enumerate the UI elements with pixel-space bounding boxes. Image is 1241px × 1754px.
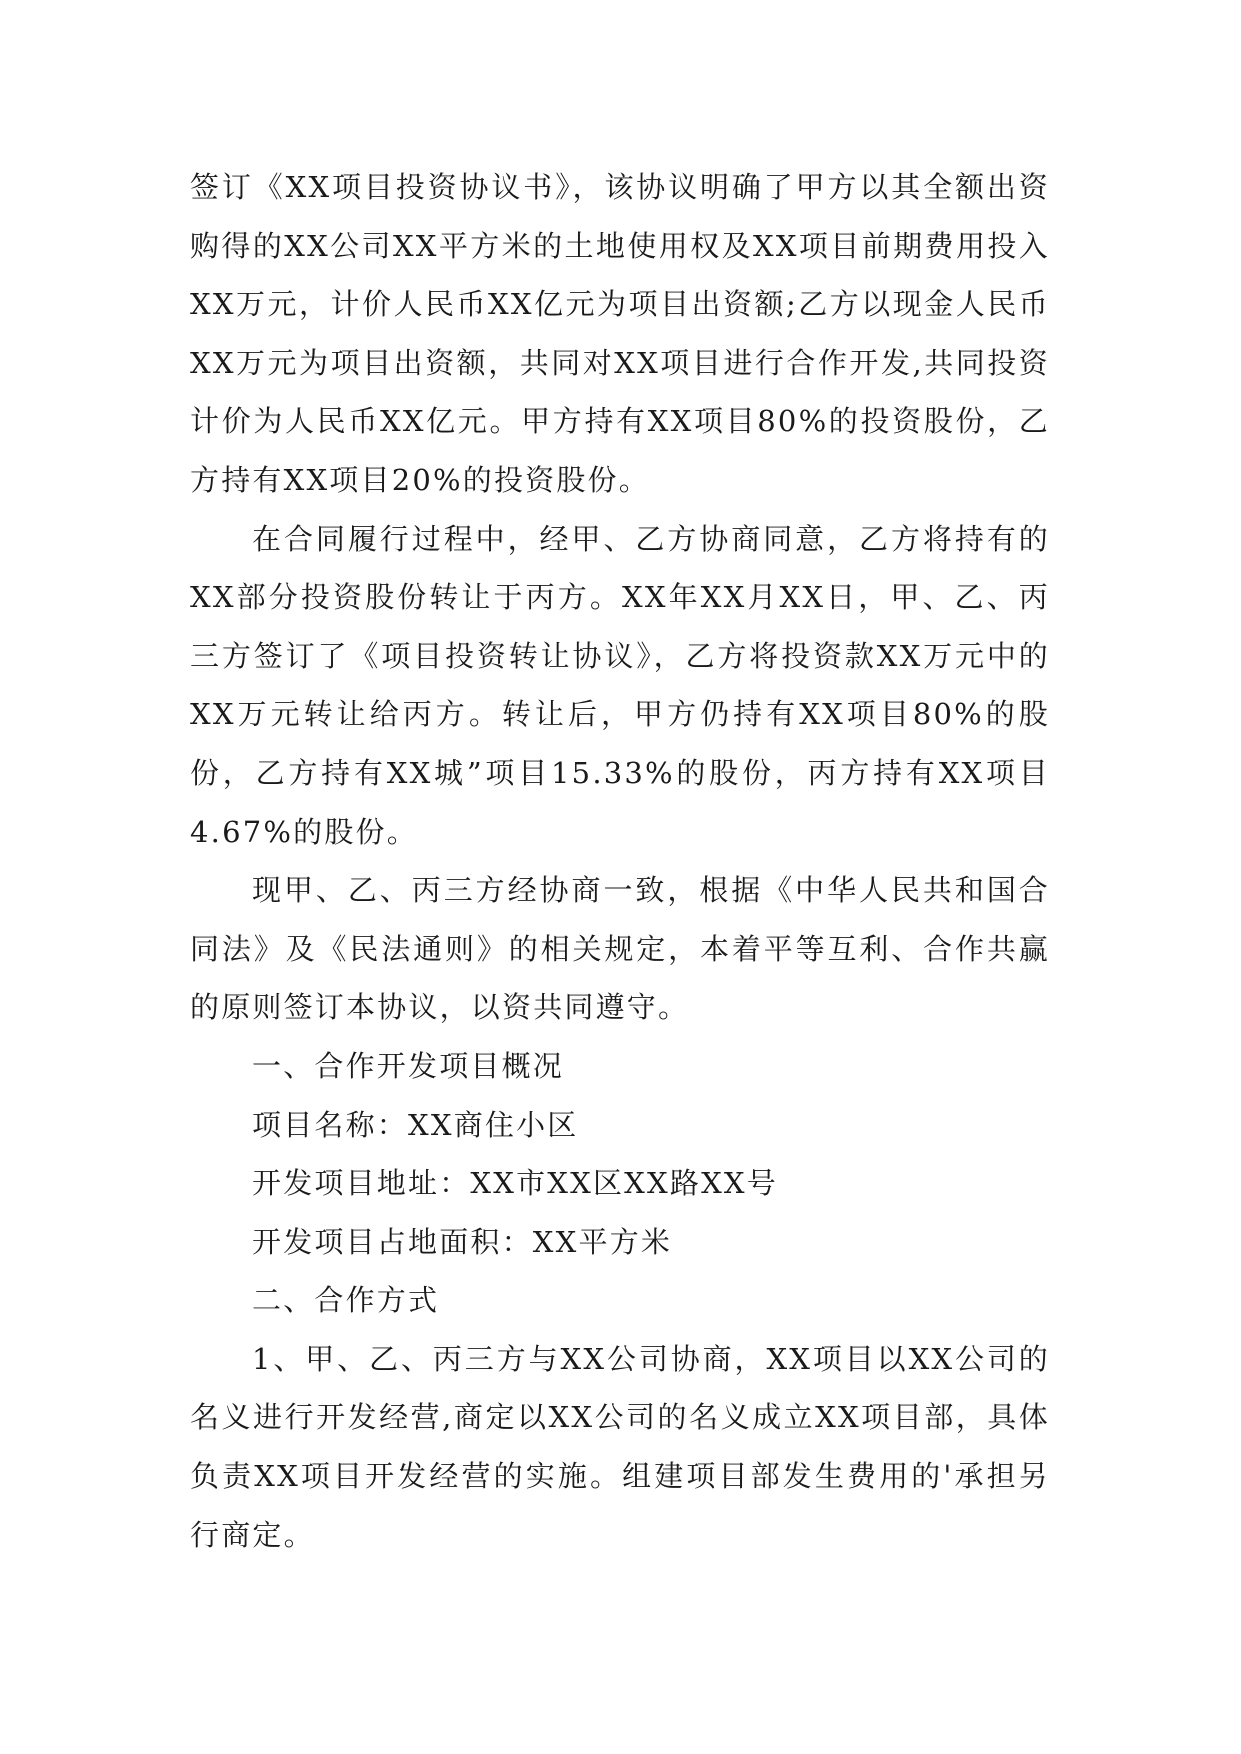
paragraph-legal-basis: 现甲、乙、丙三方经协商一致，根据《中华人民共和国合同法》及《民法通则》的相关规定，本着平等互利、合作共赢的原则签订本协议，以资共同遵守。	[190, 873, 1050, 1025]
paragraph-share-transfer: 在合同履行过程中，经甲、乙方协商同意，乙方将持有的XX部分投资股份转让于丙方。XX年XX月XX日，甲、乙、丙三方签订了《项目投资转让协议》，乙方将投资款XX万元中的XX万元转让给丙方。转让后，甲方仍持有XX项目80%的股份，乙方持有XX城”项目15.33%的股份，丙方持有XX项目4.67%的股份。	[190, 521, 1050, 849]
document-body	[190, 158, 1050, 1564]
project-address-line: 开发项目地址：XX市XX区XX路XX号	[252, 1166, 778, 1201]
section-heading-project-overview: 一、合作开发项目概况	[252, 1048, 565, 1083]
paragraph-background-agreement: 签订《XX项目投资协议书》，该协议明确了甲方以其全额出资购得的XX公司XX平方米的土地使用权及XX项目前期费用投入XX万元，计价人民币XX亿元为项目出资额;乙方以现金人民币XX万元为项目出资额，共同对XX项目进行合作开发,共同投资计价为人民币XX亿元。甲方持有XX项目80%的投资股份，乙方持有XX项目20%的投资股份。	[190, 170, 1050, 497]
project-name-line: 项目名称：XX商住小区	[252, 1107, 579, 1142]
clause-1-cooperation: 1、甲、乙、丙三方与XX公司协商，XX项目以XX公司的名义进行开发经营,商定以XX公司的名义成立XX项目部，具体负责XX项目开发经营的实施。组建项目部发生费用的'承担另行商定。	[190, 1341, 1050, 1552]
project-area-line: 开发项目占地面积：XX平方米	[252, 1224, 673, 1259]
section-heading-cooperation-method: 二、合作方式	[252, 1283, 440, 1318]
